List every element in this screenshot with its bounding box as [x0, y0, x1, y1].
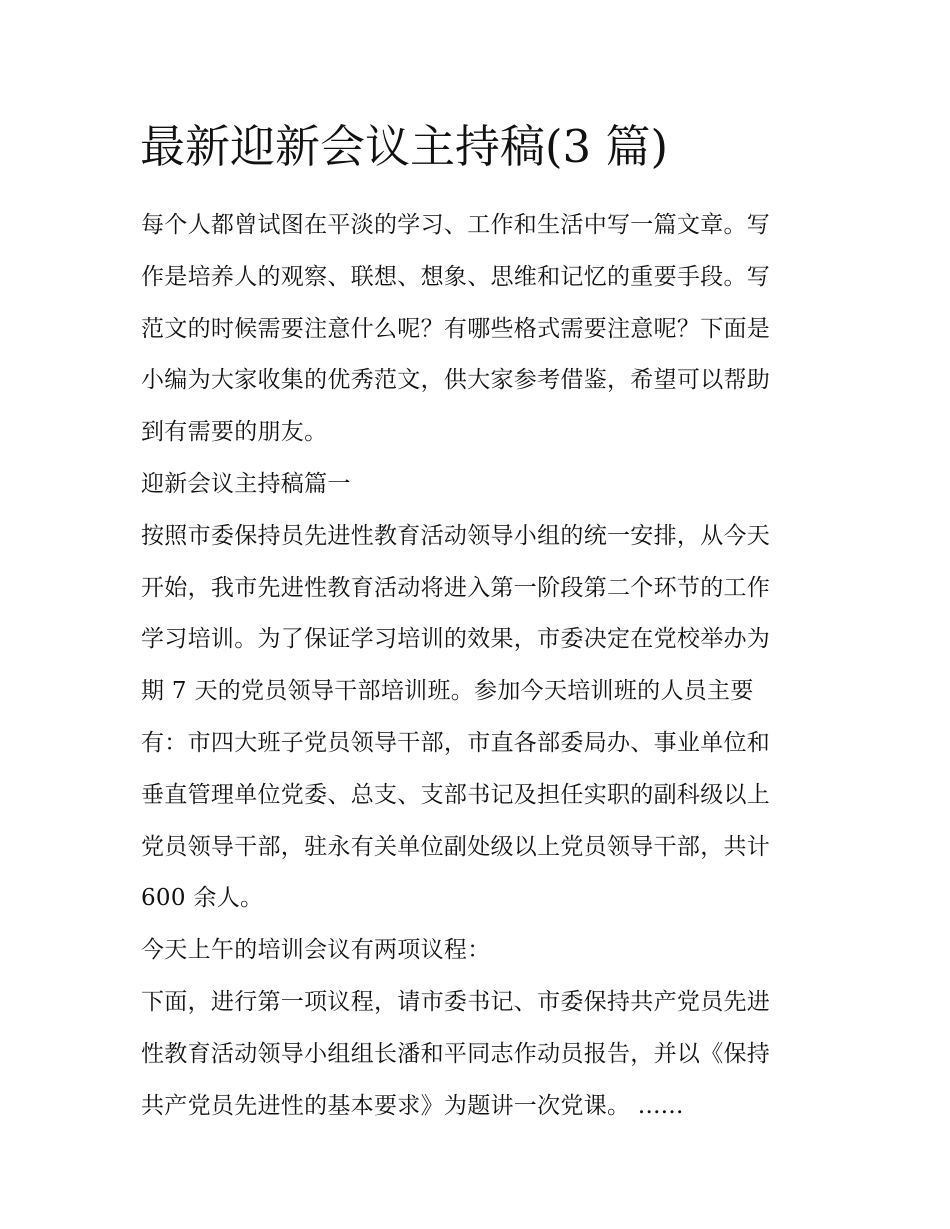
intro-line-2: 作是培养人的观察、联想、想象、思维和记忆的重要手段。写 — [141, 263, 771, 290]
paragraph-line-7: 党员领导干部，驻永有关单位副处级以上党员领导干部，共计 — [141, 833, 771, 860]
intro-line-1: 每个人都曾试图在平淡的学习、工作和生活中写一篇文章。写 — [141, 212, 771, 238]
paragraph-line-4: 期 7 天的党员领导干部培训班。参加今天培训班的人员主要 — [141, 678, 754, 705]
agenda-line: 今天上午的培训会议有两项议程： — [141, 937, 491, 964]
paragraph-line-6: 垂直管理单位党委、总支、支部书记及担任实职的副科级以上 — [141, 781, 771, 808]
paragraph-line-8: 600 余人。 — [141, 885, 264, 912]
intro-line-4: 小编为大家收集的优秀范文，供大家参考借鉴，希望可以帮助 — [141, 367, 771, 394]
intro-line-5: 到有需要的朋友。 — [141, 419, 328, 446]
document-body — [141, 200, 821, 1132]
paragraph-line-3: 学习培训。为了保证学习培训的效果，市委决定在党校举办为 — [141, 626, 771, 653]
intro-line-3: 范文的时候需要注意什么呢？有哪些格式需要注意呢？下面是 — [141, 315, 771, 342]
section-heading: 迎新会议主持稿篇一 — [141, 470, 351, 497]
paragraph-line-5: 有：市四大班子党员领导干部，市直各部委局办、事业单位和 — [141, 729, 771, 756]
agenda-item-line-2: 性教育活动领导小组组长潘和平同志作动员报告，并以《保持 — [141, 1040, 771, 1067]
paragraph-line-2: 开始，我市先进性教育活动将进入第一阶段第二个环节的工作 — [141, 574, 771, 601]
agenda-item-line-1: 下面，进行第一项议程，请市委书记、市委保持共产党员先进 — [141, 988, 771, 1015]
agenda-item-line-3: 共产党员先进性的基本要求》为题讲一次党课。 ...... — [141, 1092, 684, 1119]
paragraph-line-1: 按照市委保持员先进性教育活动领导小组的统一安排，从今天 — [141, 522, 771, 549]
document-title: 最新迎新会议主持稿(3 篇) — [140, 120, 669, 173]
